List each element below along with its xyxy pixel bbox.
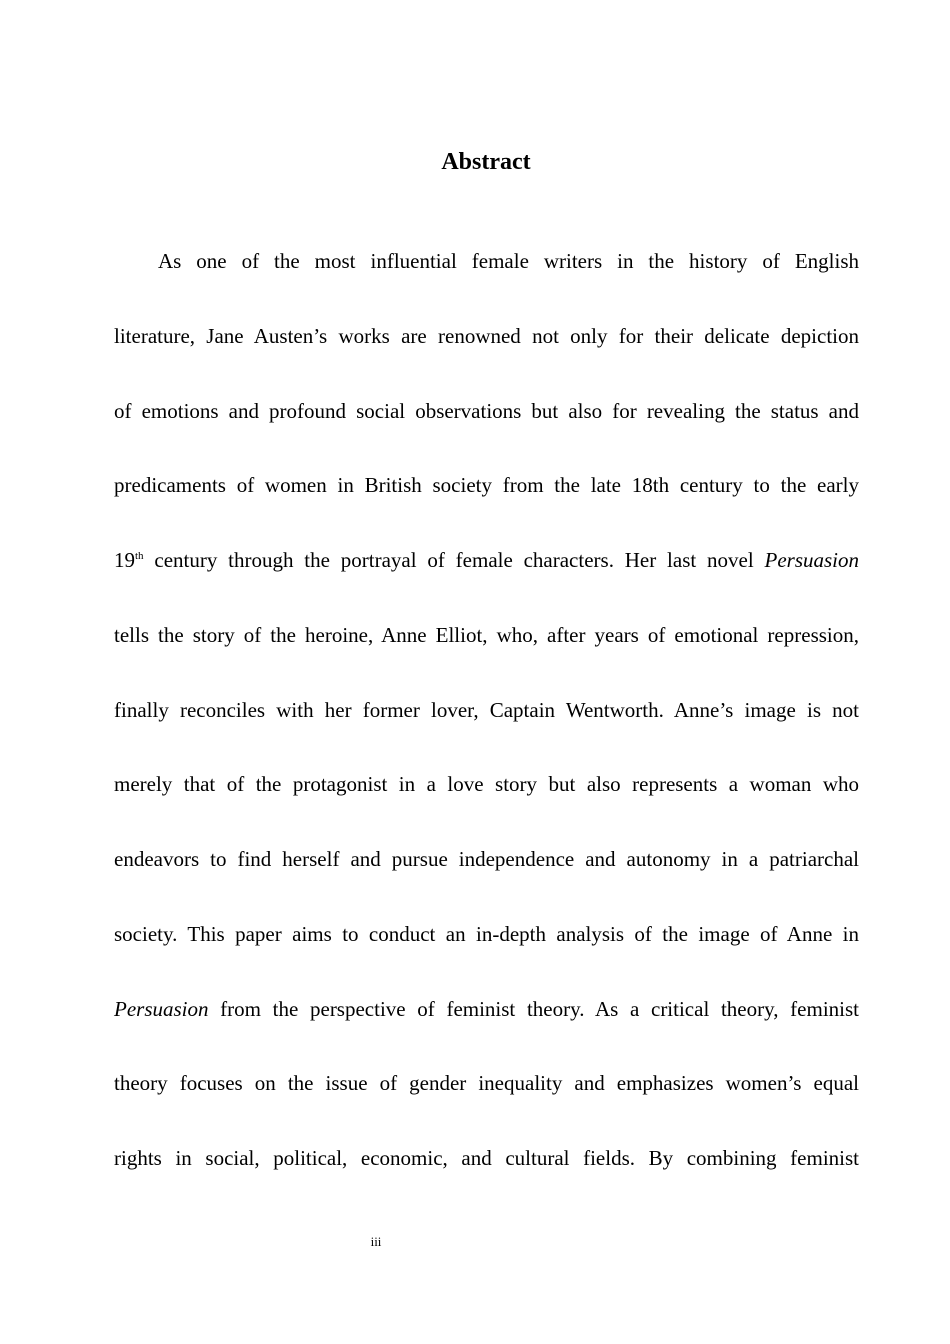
- italic-book-title: Persuasion: [764, 548, 859, 572]
- text-line: [114, 541, 859, 616]
- text-line: [114, 242, 859, 317]
- text-run: merely that of the protagonist in a love story but also represents a woman who: [114, 772, 859, 797]
- text-line: [114, 915, 859, 990]
- text-line: [114, 1139, 859, 1214]
- abstract-title: Abstract: [441, 149, 531, 175]
- text-line: [114, 392, 859, 467]
- text-run: endeavors to find herself and pursue independence and autonomy in a patriarchal: [114, 847, 859, 871]
- text-run: of emotions and profound social observations but also for revealing the status and: [114, 398, 859, 423]
- abstract-body: [114, 242, 859, 1214]
- text-line: [114, 616, 859, 691]
- text-run: predicaments of women in British society from the late 18th century to the early: [114, 473, 859, 498]
- text-line: [114, 840, 859, 915]
- text-run: finally reconciles with her former lover, Captain Wentworth. Anne’s image is not: [114, 697, 859, 722]
- text-run: As one of the most influential female writers in the history of English: [158, 249, 859, 273]
- page-number: iii: [370, 1234, 382, 1249]
- superscript-ordinal: th: [135, 550, 144, 562]
- text-run: 19: [114, 548, 135, 572]
- text-line: [114, 317, 859, 392]
- text-run: literature, Jane Austen’s works are renowned not only for their delicate depiction: [114, 323, 859, 348]
- text-run: from the perspective of feminist theory. As a critical theory, feminist: [208, 996, 859, 1021]
- text-run: society. This paper aims to conduct an in-depth analysis of the image of Anne in: [114, 921, 859, 946]
- text-run: century through the portrayal of female characters. Her last novel: [143, 548, 765, 572]
- text-line: [114, 691, 859, 766]
- text-line: [114, 990, 859, 1065]
- text-run: tells the story of the heroine, Anne Elliot, who, after years of emotional repression,: [114, 622, 859, 647]
- text-line: [114, 466, 859, 541]
- text-run: theory focuses on the issue of gender inequality and emphasizes women’s equal: [114, 1071, 859, 1096]
- text-line: [114, 765, 859, 840]
- text-run: rights in social, political, economic, and cultural fields. By combining feminist: [114, 1146, 859, 1170]
- text-line: [114, 1064, 859, 1139]
- italic-book-title: Persuasion: [114, 996, 209, 1021]
